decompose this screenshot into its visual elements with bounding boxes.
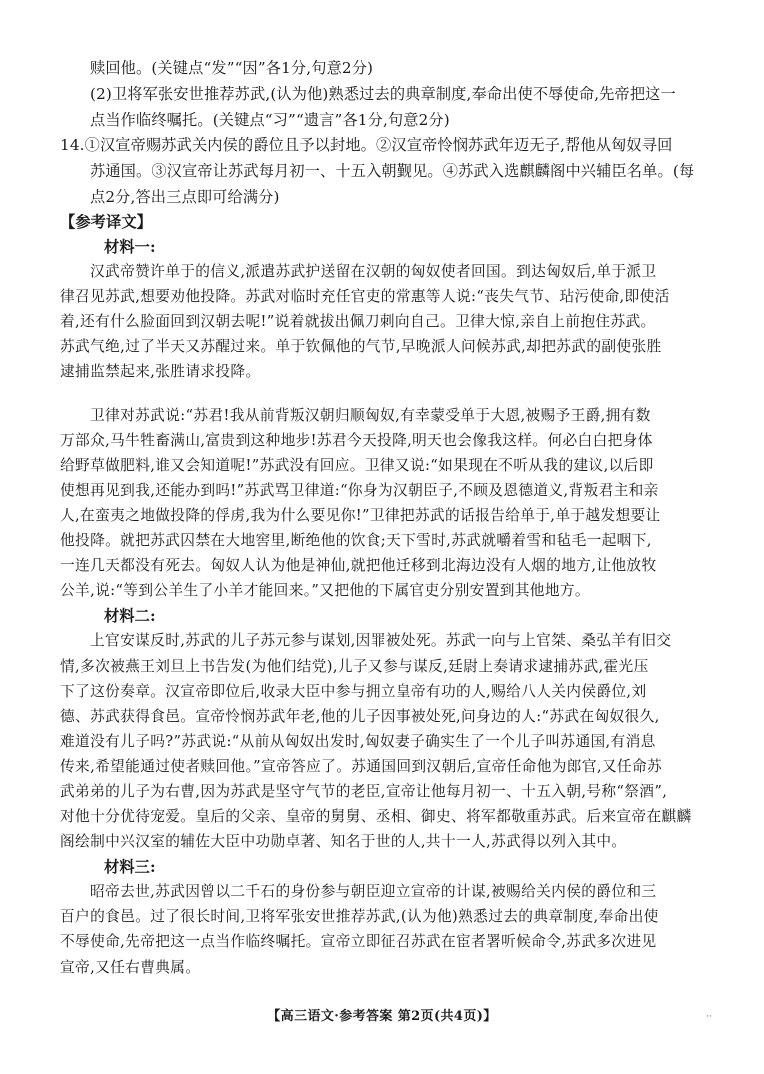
text-line: 点当作临终嘱托。(关键点“习”“遗言”各1分,句意2分) — [90, 111, 450, 129]
text-line: 逮捕监禁起来,张胜请求投降。 — [60, 363, 261, 380]
text-line: 公羊,说:“等到公羊生了小羊才能回来。”又把他的下属官吏分别安置到其他地方。 — [60, 582, 590, 599]
text-line: 阁绘制中兴汉室的辅佐大臣中功勋卓著、知名于世的人,共十一人,苏武得以列入其中。 — [60, 833, 627, 850]
text-line: 宣帝,又任右曹典属。 — [60, 959, 201, 976]
page-footer: 【高三语文·参考答案 第2页(共4页)】 — [267, 1009, 497, 1024]
text-line: 【参考译文】 — [60, 213, 153, 231]
text-line: 难道没有儿子吗?”苏武说:“从前从匈奴出发时,匈奴妻子确实生了一个儿子叫苏通国,有消息 — [60, 733, 656, 750]
text-line: 传来,希望能通过使者赎回他。”宣帝答应了。苏通国回到汉朝后,宣帝任命他为郎官,又任命苏 — [60, 758, 663, 775]
text-line: 德、苏武获得食邑。宣帝怜悯苏武年老,他的儿子因事被处死,问身边的人:“苏武在匈奴很久, — [60, 708, 660, 725]
text-line: 一连几天都没有死去。匈奴人认为他是神仙,就把他迁移到北海边没有人烟的地方,让他放牧 — [60, 557, 657, 574]
text-line: 武弟弟的儿子为右曹,因为苏武是坚守气节的老臣,宣帝让他每月初一、十五入朝,号称“祭酒”, — [60, 783, 668, 800]
text-line: 使想再见到我,还能办到吗!”苏武骂卫律道:“你身为汉朝臣子,不顾及恩德道义,背叛君主和亲 — [60, 482, 659, 499]
text-line: 苏通国。③汉宣帝让苏武每月初一、十五入朝觐见。④苏武入选麒麟阁中兴辅臣名单。(每 — [90, 162, 695, 180]
text-line: 万部众,马牛牲畜满山,富贵到这种地步!苏君今天投降,明天也会像我这样。何必白白把身体 — [60, 432, 653, 449]
text-line: 材料三: — [104, 858, 156, 876]
text-line: (2)卫将军张安世推荐苏武,(认为他)熟悉过去的典章制度,奉命出使不辱使命,先帝把这一 — [90, 85, 676, 103]
text-line: 百户的食邑。过了很长时间,卫将军张安世推荐苏武,(认为他)熟悉过去的典章制度,奉命出使 — [60, 908, 659, 925]
text-line: 昭帝去世,苏武因曾以二千石的身份参与朝臣迎立宣帝的计谋,被赐给关内侯的爵位和三 — [90, 883, 657, 900]
text-line: 着,还有什么脸面回到汉朝去呢!”说着就拔出佩刀刺向自己。卫律大惊,亲自上前抱住苏武。 — [60, 313, 656, 330]
text-line: 情,多次被燕王刘旦上书告发(为他们结党),儿子又参与谋反,廷尉上奏请求逮捕苏武,霍光压 — [60, 658, 649, 675]
text-line: 给野草做肥料,谁又会知道呢!”苏武没有回应。卫律又说:“如果现在不听从我的建议,以后即 — [60, 457, 654, 474]
text-line: 人,在蛮夷之地做投降的俘虏,我为什么要见你!”卫律把苏武的话报告给单于,单于越发想要让 — [60, 507, 661, 524]
text-line: 苏武气绝,过了半天又苏醒过来。单于钦佩他的气节,早晚派人问候苏武,却把苏武的副使张胜 — [60, 338, 662, 355]
text-line: 汉武帝赞许单于的信义,派遣苏武护送留在汉朝的匈奴使者回国。到达匈奴后,单于派卫 — [90, 263, 657, 280]
text-line: 不辱使命,先帝把这一点当作临终嘱托。宣帝立即征召苏武在宦者署听候命令,苏武多次进见 — [60, 933, 657, 950]
text-line: 赎回他。(关键点“发”“因”各1分,句意2分) — [90, 59, 374, 77]
text-line: 对他十分优待宠爱。皇后的父亲、皇帝的舅舅、丞相、御史、将军都敬重苏武。后来宣帝在麒麟 — [60, 808, 692, 825]
text-line: 14.①汉宣帝赐苏武关内侯的爵位且予以封地。②汉宣帝怜悯苏武年迈无子,帮他从匈奴寻回 — [60, 136, 673, 154]
text-line: 材料一: — [104, 238, 156, 256]
text-line: 材料二: — [104, 607, 156, 625]
text-line: 上官安谋反时,苏武的儿子苏元参与谋划,因罪被处死。苏武一向与上官桀、桑弘羊有旧交 — [90, 632, 672, 649]
text-line: 律召见苏武,想要劝他投降。苏武对临时充任官吏的常惠等人说:“丧失气节、玷污使命,即使活 — [60, 288, 670, 305]
text-line: 卫律对苏武说:“苏君!我从前背叛汉朝归顺匈奴,有幸蒙受单于大恩,被赐予王爵,拥有数 — [90, 407, 651, 424]
text-line: 他投降。就把苏武囚禁在大地窖里,断绝他的饮食;天下雪时,苏武就嚼着雪和毡毛一起咽下, — [60, 532, 652, 549]
text-line: 下了这份奏章。汉宣帝即位后,收录大臣中参与拥立皇帝有功的人,赐给八人关内侯爵位,刘 — [60, 683, 647, 700]
corner-mark: ·· — [706, 1012, 712, 1022]
text-line: 点2分,答出三点即可给满分) — [90, 188, 280, 206]
